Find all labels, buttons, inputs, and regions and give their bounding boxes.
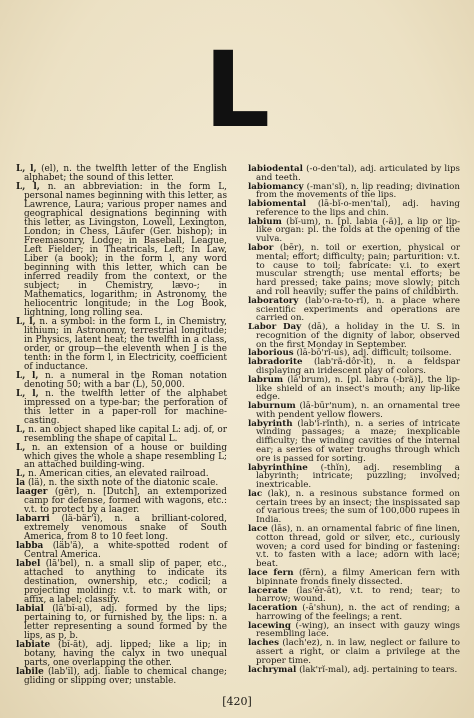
dictionary-entry	[16, 605, 227, 641]
entry-definition: (fērn), a filmy American fern with bipinnate fronds finely dissected.	[256, 567, 460, 587]
entry-definition: (bĭ-āt), adj. lipped; like a lip; in botany, having the calyx in two unequal parts, one overlapping the other.	[24, 640, 227, 669]
dictionary-entry	[16, 372, 227, 390]
entry-definition: n. an abbreviation: in the form L, personal names beginning with this letter, as Lawrence, Laura; various proper names and geographical designations beginning with this letter, as Livingston, Lowell, Lexington, London; in Chess, Läufer (Ger. bishop); in Freemasonry, Lodge; in Baseball, League, Left Fielder; in Theatricals, Left; In Law, Liber (a book); in the form l, any word beginning with this letter, which can be inferred readily from the context, or the subject; in Chemistry, lævo-; in Mathematics, logarithm; in Astronomy, the heliocentric longitude; in the Log Book, lightning, long rolling sea.	[24, 181, 228, 318]
entry-definition: (lā-bĭ-o-men'tal), adj. having reference to the lips and chin.	[256, 199, 460, 218]
dictionary-entry	[248, 666, 460, 675]
entry-headword: L, l,	[16, 164, 37, 174]
entry-headword: labarri	[16, 514, 50, 525]
entry-headword: lacewing	[248, 620, 291, 631]
dictionary-entry	[248, 569, 460, 587]
entry-definition: (bĭ-um), n. [pl. labia (-ä)], a lip or lip-like organ: pl. the folds at the opening of the vulva.	[256, 216, 461, 245]
entry-definition: (lä), n. the sixth note of the diatonic scale.	[27, 478, 219, 489]
entry-headword: labba	[16, 541, 44, 552]
section-letter: L	[203, 29, 271, 151]
entry-definition: (lā-bō'rĭ-us), adj. difficult; toilsome.	[296, 348, 452, 359]
entry-definition: n. a symbol: in the form L, in Chemistry, lithium; in Astronomy, terrestrial longitude; in Physics, latent heat; the twelfth in a class, order, or group—the eleventh when J is the tenth: in the form l, in Electricity, coefficient of inductance.	[24, 316, 227, 372]
entry-headword: L, l,	[16, 370, 39, 381]
dictionary-entry	[248, 358, 460, 376]
entry-definition: (lās), n. an ornamental fabric of fine linen, cotton thread, gold or silver, etc., curiously woven; a cord used for binding or fastening: v.t. to fasten with a lace; adorn with lace; beat.	[256, 524, 460, 570]
dictionary-entry	[248, 323, 460, 349]
entry-headword: labiate	[16, 640, 51, 651]
dictionary-entry	[248, 420, 460, 464]
dictionary-entry	[248, 402, 460, 420]
dictionary-entry	[248, 165, 460, 183]
dictionary-entry	[248, 587, 460, 605]
entry-definition: (-o-den'tal), adj. articulated by lips and teeth.	[256, 164, 461, 183]
entry-headword: lace	[248, 524, 268, 535]
dictionary-entry	[16, 165, 227, 183]
entry-definition: (gēr), n. [Dutch], an extemporized camp for defense, formed with wagons, etc.: v.t. to protect by a laager.	[24, 487, 227, 516]
entry-headword: laches	[248, 638, 279, 649]
dictionary-entry	[16, 668, 227, 686]
entry-headword: labyrinth	[248, 418, 293, 429]
dictionary-entry	[16, 318, 227, 372]
dictionary-entry	[248, 490, 460, 525]
entry-definition: (el), n. the twelfth letter of the English alphabet; the sound of this letter.	[24, 164, 227, 183]
entry-headword: laboratory	[248, 295, 299, 306]
entry-headword: lac	[248, 488, 263, 499]
entry-definition: (lab'ĭl), adj. liable to chemical change; gliding or slipping over; unstable.	[24, 667, 227, 687]
entry-headword: L, l,	[16, 181, 40, 192]
dictionary-entry	[248, 639, 460, 665]
entry-definition: (lab'rä-dôr-īt), n. a feldspar displaying an iridescent play of colors.	[256, 357, 460, 376]
entry-definition: (-wing), an insect with gauzy wings resembling lace.	[256, 620, 460, 640]
entry-headword: lace fern	[248, 567, 294, 578]
entry-definition: (lak'rĭ-mal), adj. pertaining to tears.	[299, 664, 458, 675]
dictionary-entry	[248, 218, 460, 244]
entry-headword: labile	[16, 667, 44, 678]
entry-definition: (lā'bĭ-al), adj. formed by the lips; pertaining to, or furnished by, the lips: n. a letter representing a sound formed by the lips, as p, b.	[24, 604, 227, 642]
dictionary-entry	[248, 244, 460, 297]
entry-headword: L, l,	[16, 316, 36, 327]
dictionary-entry	[248, 183, 460, 201]
entry-headword: lachrymal	[248, 664, 297, 675]
dictionary-entry	[16, 183, 227, 318]
entry-definition: (-ā'shun), n. the act of rending; a harrowing of the feelings; a rent.	[256, 603, 461, 622]
entry-headword: labyrinthine	[248, 462, 308, 473]
entry-headword: labium	[248, 216, 282, 227]
dictionary-entry	[16, 641, 227, 668]
entry-definition: (lā-būr'num), n. an ornamental tree with pendent yellow flowers.	[256, 401, 460, 420]
entry-headword: L,	[16, 424, 26, 435]
entry-definition: (las'ēr-āt), v.t. to rend; tear; to harrow; wound.	[256, 585, 461, 605]
entry-definition: (lā'brum), n. [pl. labra (-brä)], the lip-like shield of an insect's mouth; any lip-like edge.	[256, 374, 460, 403]
dictionary-entry	[248, 297, 460, 323]
entry-definition: (-thĭn), adj. resembling a labyrinth; intricate; puzzling; involved; inextricable.	[256, 462, 460, 491]
dictionary-entry	[16, 444, 227, 471]
entry-headword: labiodental	[248, 164, 303, 174]
entry-definition: (lā'bel), n. a small slip of paper, etc., attached to anything to indicate its destination, ownership, etc.; codicil; a projecting molding: v.t. to mark with, or affix, a label; classify.	[24, 559, 227, 606]
entry-headword: L,	[16, 469, 26, 480]
dictionary-entry	[248, 525, 460, 569]
dictionary-entry	[248, 464, 460, 490]
entry-headword: laborious	[248, 348, 294, 359]
entry-headword: labrum	[248, 374, 284, 385]
entry-definition: (lä-bär'ĭ), n. a brilliant-colored, extremely venomous snake of South America, from 8 to 10 feet long.	[24, 514, 227, 543]
entry-headword: lacerate	[248, 585, 288, 596]
left-column	[16, 165, 227, 686]
entry-definition: (lab'o-ra-to-rĭ), n. a place where scientific experiments and operations are carried on.	[256, 295, 460, 324]
entry-headword: L,	[16, 442, 26, 453]
entry-definition: (läb'ä), a white-spotted rodent of Central America.	[24, 541, 227, 561]
dictionary-entry	[16, 515, 227, 542]
entry-headword: label	[16, 559, 41, 570]
entry-definition: (-man'sĭ), n. lip reading; divination from the movements of the lips.	[256, 181, 460, 201]
dictionary-entry	[16, 560, 227, 605]
entry-definition: n. an extension of a house or building which gives the whole a shape resembling L; an attached building-wing.	[24, 442, 227, 471]
entry-definition: n. a numeral in the Roman notation denoting 50; with a bar (L̄), 50,000.	[24, 370, 227, 390]
entry-definition: (bēr), n. toil or exertion, physical or mental; effort; difficulty; pain; parturition: v.t. to cause to toil; fabricate: v.i. to exert muscular strength; use mental efforts; be hard pressed; take pains; move slowly; pitch and roll heavily; suffer the pains of childbirth.	[256, 243, 460, 297]
entry-headword: laburnum	[248, 401, 296, 412]
entry-definition: (lak), n. a resinous substance formed on certain trees by an insect; the inspissated sap of various trees; the sum of 100,000 rupees in India.	[256, 488, 460, 526]
dictionary-entry	[248, 604, 460, 622]
entry-definition: (lach'ez), n. in law, neglect or failure to assert a right, or claim a privilege at the proper time.	[256, 638, 460, 666]
dictionary-entry	[16, 390, 227, 426]
entry-headword: laager	[16, 487, 48, 498]
right-column	[248, 165, 460, 674]
entry-headword: la	[16, 478, 26, 489]
dictionary-entry	[16, 426, 227, 444]
entry-headword: labradorite	[248, 357, 303, 368]
entry-headword: Labor Day	[248, 322, 302, 333]
entry-headword: labiomental	[248, 199, 307, 210]
entry-definition: n. American cities, an elevated railroad.	[28, 469, 209, 480]
entry-definition: n. an object shaped like capital L: adj. of, or resembling the shape of capital L.	[24, 424, 228, 444]
dictionary-entry	[248, 376, 460, 402]
dictionary-entry	[248, 622, 460, 640]
dictionary-entry	[16, 542, 227, 560]
page-number: [420]	[222, 695, 252, 708]
entry-definition: n. the twelfth letter of the alphabet impressed on a type-bar; the perforation of this letter in a paper-roll for machine-casting.	[24, 388, 227, 426]
entry-headword: labial	[16, 604, 44, 615]
entry-definition: (dā), a holiday in the U. S. in recognition of the dignity of labor, observed on the first Monday in September.	[256, 322, 460, 350]
entry-headword: laceration	[248, 603, 298, 614]
entry-headword: labor	[248, 243, 274, 254]
entry-headword: labiomancy	[248, 181, 304, 192]
entry-headword: L, l,	[16, 388, 39, 399]
dictionary-entry	[248, 200, 460, 218]
dictionary-entry	[16, 488, 227, 515]
entry-definition: (lab'ĭ-rĭnth), n. a series of intricate winding passages; a maze; inexplicable difficulty; the winding cavities of the internal ear; a series of water troughs through which ore is passed for sorting.	[256, 418, 460, 464]
